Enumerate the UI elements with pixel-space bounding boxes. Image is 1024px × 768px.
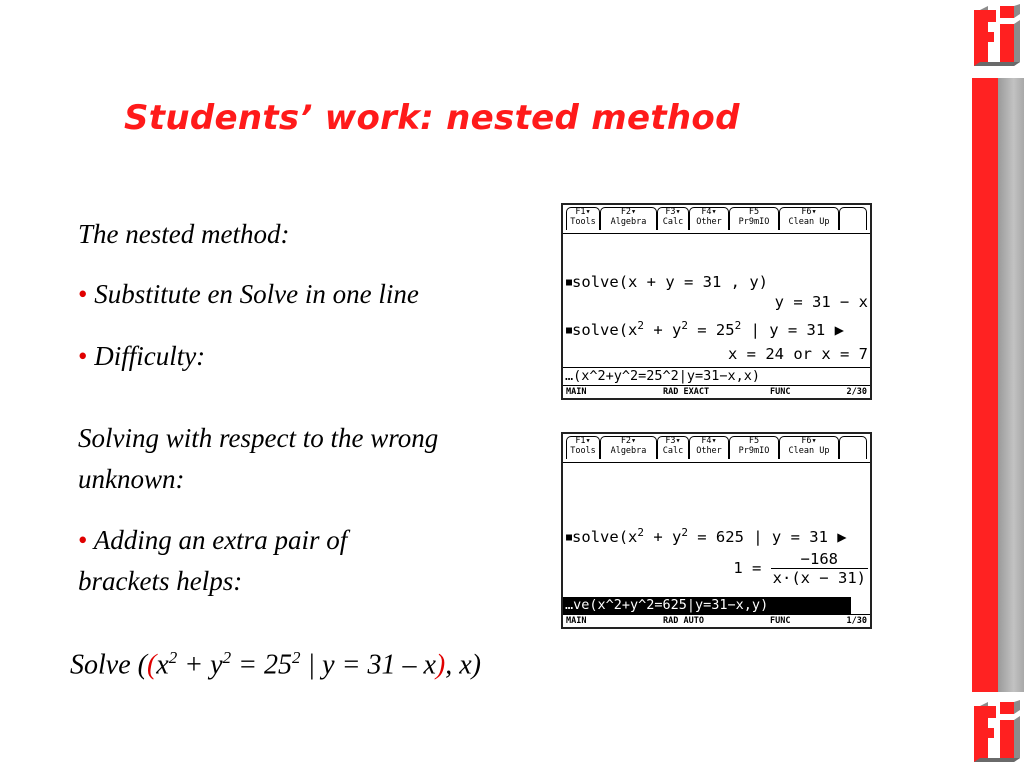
- bullet-dot: •: [78, 525, 88, 555]
- fi-logo-icon: [974, 4, 1022, 68]
- tab-calc[interactable]: F3▾ Calc: [657, 436, 689, 459]
- slide-title: Students’ work: nested method: [124, 98, 740, 138]
- fi-logo-icon: [974, 700, 1022, 764]
- status-bar: [563, 385, 870, 398]
- bullet-difficulty-text: Difficulty:: [94, 341, 206, 371]
- bullet-brackets-text-1: Adding an extra pair of: [93, 525, 348, 555]
- status-count: 1/30: [846, 616, 867, 626]
- status-angle: RAD AUTO: [663, 616, 704, 626]
- status-func: FUNC: [770, 387, 791, 397]
- status-angle: RAD EXACT: [663, 387, 710, 397]
- formula-eq: = 25: [231, 649, 292, 681]
- more-arrow-icon: ▶: [837, 528, 847, 547]
- tab-prgmio[interactable]: F5 Pr9mIO: [729, 436, 779, 459]
- entry-line[interactable]: …(x^2+y^2=25^2|y=31−x,x): [563, 367, 870, 385]
- problem-line-2: unknown:: [78, 464, 185, 494]
- formula-exp: 2: [291, 648, 301, 667]
- fraction-denominator: x·(x − 31): [772, 569, 866, 587]
- tab-empty: [839, 207, 867, 230]
- tab-clean-up[interactable]: F6▾ Clean Up: [779, 207, 839, 230]
- history-expr-1: $■solve(x^2 + y^2 = 625$ | y = 31 ▶: [566, 526, 847, 547]
- history-marker: ■: [566, 532, 573, 544]
- formula-exp: 2: [222, 648, 232, 667]
- tab-calc[interactable]: F3▾ Calc: [657, 207, 689, 230]
- bullet-substitute-text: Substitute en Solve in one line: [94, 279, 419, 309]
- fraction-numerator: −168: [771, 550, 868, 569]
- calculator-screen-1: [561, 203, 872, 400]
- history-marker: ■: [566, 277, 573, 288]
- bullet-brackets-text-2: brackets helps:: [78, 566, 243, 596]
- tab-empty: [839, 436, 867, 459]
- tab-tools[interactable]: F1▾ Tools: [566, 207, 600, 230]
- problem-line-1: Solving with respect to the wrong: [78, 423, 439, 453]
- decor-stripe-red: [972, 78, 998, 692]
- status-bar: [563, 614, 870, 627]
- status-count: 2/30: [846, 387, 867, 397]
- status-mode: MAIN: [566, 616, 587, 626]
- tab-prgmio[interactable]: F5 Pr9mIO: [729, 207, 779, 230]
- formula-tail: , x): [445, 649, 482, 681]
- tab-other[interactable]: F4▾ Other: [689, 436, 729, 459]
- calc-toolbar: [563, 434, 870, 463]
- history-result-1: 1 = $\frac{-168}{x\cdot(x - 31)}$: [733, 550, 866, 587]
- bullet-dot: •: [78, 341, 88, 371]
- formula-plus-y: + y: [177, 649, 223, 681]
- status-func: FUNC: [770, 616, 791, 626]
- solve-formula: [70, 648, 481, 681]
- formula-x: x: [156, 649, 169, 681]
- formula-condition: | y = 31 – x: [300, 649, 436, 681]
- tab-other[interactable]: F4▾ Other: [689, 207, 729, 230]
- decor-stripe-grey: [998, 78, 1024, 692]
- status-mode: MAIN: [566, 387, 587, 397]
- history-expr-2: $■solve(x^2 + y^2 = 25^2$ | y = 31 ▶: [566, 319, 844, 340]
- history-result-1: y = 31 − x: [774, 293, 868, 311]
- formula-exp: 2: [168, 648, 178, 667]
- formula-open-bracket: (: [146, 649, 157, 681]
- tab-tools[interactable]: F1▾ Tools: [566, 436, 600, 459]
- tab-algebra[interactable]: F2▾ Algebra: [600, 436, 657, 459]
- formula-close-bracket: ): [435, 649, 446, 681]
- more-arrow-icon: ▶: [834, 321, 844, 340]
- bullet-difficulty: [78, 336, 205, 376]
- bullet-dot: •: [78, 279, 88, 309]
- result-fraction: [771, 550, 868, 587]
- history-expr-1: ■solve(x + y = 31 , y): [566, 273, 768, 291]
- formula-solve: Solve (: [70, 649, 147, 681]
- calc-toolbar: [563, 205, 870, 234]
- intro-text: The nested method:: [78, 219, 290, 249]
- entry-line[interactable]: …ve(x^2+y^2=625|y=31−x,y): [563, 597, 851, 614]
- calculator-screen-2: [561, 432, 872, 629]
- history-marker: ■: [566, 325, 573, 337]
- history-result-2: x = 24 or x = 7: [728, 345, 868, 363]
- bullet-substitute: [78, 274, 419, 314]
- bullet-brackets: [78, 520, 347, 560]
- tab-clean-up[interactable]: F6▾ Clean Up: [779, 436, 839, 459]
- tab-algebra[interactable]: F2▾ Algebra: [600, 207, 657, 230]
